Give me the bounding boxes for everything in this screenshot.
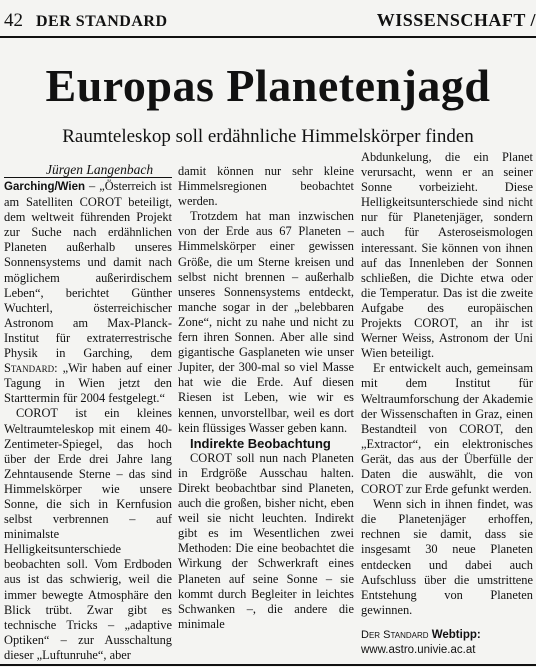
paragraph: COROT soll nun nach Planeten in Erdgröße Ausschau halten. Direkt beobachtbar sind Planeten, auch die großen, bisher nicht, eben weil sie nicht leuchten. Indirekt gibt es im Wesentlichen zwei Methoden: Die eine beobachtet die Wirkung der Schwerkraft eines Planeten auf seine Sonne – sie kommt durch Begleiter in leichtes Schwanken –, die andere die minimale	[178, 450, 354, 631]
article-title: Europas Planetenjagd	[45, 60, 491, 111]
author-byline: Jürgen Langenbach	[46, 162, 154, 177]
paragraph: Abdunkelung, die ein Planet verursacht, wenn er an seiner Sonne vorbeizieht. Diese Helligkeitsunterschiede sind nicht nur für Planetenjäger, sondern auch für Asteroseismologen interessant. Sie können von ihnen auf das Innenleben der Sonnen schließen, die Dichte etwa oder die Temperatur. Das ist die zweite Aufgabe des europäischen Projekts COROT, an ihr ist Werner Weiss, Astronom der Uni Wien beteiligt.	[361, 150, 533, 361]
page-header	[0, 0, 536, 36]
webtip	[361, 628, 533, 658]
paragraph-text: – „Österreich ist am Satelliten COROT beteiligt, dem weltweit führenden Projekt zur Suche nach erdähnlichen Planeten außerhalb unseres Sonnensystems und damit nach möglichem außerirdischem Leben“, berichtet Günther Wuchterl, österreichischer Astronom am Max-Planck-Institut für extraterrestrische Physik in Garching, dem	[4, 179, 172, 361]
paragraph: Er entwickelt auch, gemeinsam mit dem Institut für Weltraumforschung der Akademie der Wissenschaften in Graz, einen Bestandteil von COROT, den „Extractor“, ein elektronisches Gerät, das aus der Überfülle der Daten die auswählt, die von COROT zur Erde gefunkt werden.	[361, 361, 533, 497]
column-3	[361, 150, 533, 658]
paragraph: COROT ist ein kleines Weltraumteleskop mit einem 40-Zentimeter-Spiegel, das hoch über der Erde drei Jahre lang Zehntausende Sterne – das sind Himmelskörper wie unsere Sonne, die sich in Kernfusion selbst verbrennen – auf minimalste Helligkeitsunterschiede beobachten soll. Vom Erdboden aus ist das schwierig, weil die immer bewegte Atmosphäre den Blick trübt. Zwar gibt es technische Tricks – „adaptive Optiken“ – zur Ausschaltung dieser „Luftunruhe“, aber	[4, 406, 172, 662]
dateline: Garching/Wien	[4, 181, 86, 193]
header-rule	[0, 36, 536, 38]
paragraph: damit können nur sehr kleine Himmelsregionen beobachtet werden.	[178, 164, 354, 209]
page-number: 42	[4, 10, 23, 31]
paragraph	[4, 179, 172, 406]
footer-rule	[0, 664, 536, 666]
column-1	[4, 179, 172, 663]
webtip-publication: Der Standard	[361, 628, 429, 641]
paragraph: Wenn sich in ihnen findet, was die Planetenjäger erhoffen, rechnen sie damit, dass sie insgesamt 30 neue Planeten entdecken und dabei auch Aufschluss über die umstrittene Entstehung von Planeten gewinnen.	[361, 497, 533, 617]
subheading: Indirekte Beobachtung	[190, 435, 331, 451]
article-subtitle: Raumteleskop soll erdähnliche Himmelskörper finden	[62, 126, 474, 147]
publication-ref: Standard	[4, 361, 55, 376]
webtip-label: Webtipp:	[431, 628, 481, 641]
paragraph-text: : „Wir haben auf einer Tagung in Wien jetzt den Starttermin für 2004 festgelegt.“	[4, 361, 172, 406]
publication-name: DER STANDARD	[36, 13, 168, 30]
section-name: WISSENSCHAFT /	[376, 10, 536, 30]
webtip-link[interactable]: www.astro.univie.ac.at	[361, 643, 476, 656]
paragraph: Trotzdem hat man inzwischen von der Erde aus 67 Planeten – Himmelskörper einer gewissen Größe, die um Sterne kreisen und selbst nicht brennen – außerhalb unseres Sonnensystems entdeckt, manche sogar in der „belebbaren Zone“, nicht zu nahe und nicht zu fern ihren Sonnen. Aber alle sind gigantische Gasplaneten wie unser Jupiter, der 300-mal so viel Masse hat wie die Erde. Auf diesen Riesen ist Leben, wie wir es kennen, unvorstellbar, weil es dort kein flüssiges Wasser geben kann.	[178, 209, 354, 435]
byline-rule	[4, 177, 172, 178]
column-2	[178, 164, 354, 632]
